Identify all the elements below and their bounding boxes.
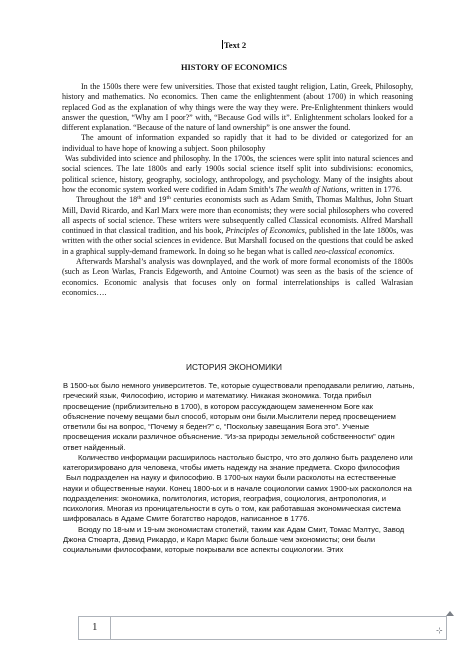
- english-body: [62, 82, 413, 298]
- english-paragraph-2: The amount of information expanded so rapidly that it had to be divided or categorized for an individual to have hope of knowing a subject. Soon philosophy: [62, 133, 413, 153]
- scroll-up-arrow-icon[interactable]: [446, 611, 454, 616]
- english-title: HISTORY OF ECONOMICS: [181, 63, 287, 72]
- p4-text-b: and 19: [141, 195, 167, 205]
- page-number: 1: [92, 621, 98, 633]
- p4-text-d: published in the late 1800s, was written with the other social sciences in evidence. But Marshall focused on the questions that could be asked in a graphical supply-demand framework. In doing so he began what is called: [62, 226, 413, 256]
- russian-paragraph-2: Количество информации расширилось настолько быстро, что это должно быть разделено или категоризировано для человека, чтобы иметь надежду на знание предмета. Скоро философия: [63, 452, 413, 472]
- russian-paragraph-1: В 1500-ых было немного университетов. Те, которые существовали преподавали религию, латынь, греческий язык, Философию, историю и математику. Никакая экономика. Тогда прибыл просвещение (приблизительно в 1700), в котором рассуждающем замененном Боге как объяснение почему вещами был способ, которым они были.Мыслители перед просвещением ответили бы на вопрос, “Почему я беден?” с, “Поскольку завещания Бога это”. Ученые просвещения искали различное объяснение. “Из-за природы земельной собственности” один ответ найденный.: [63, 381, 415, 452]
- russian-title: ИСТОРИЯ ЭКОНОМИКИ: [186, 362, 282, 372]
- footer-divider: [110, 617, 111, 639]
- text-label: Text 2: [223, 40, 247, 50]
- p3-book-title: The wealth of Nations,: [275, 184, 349, 194]
- text-cursor: [222, 40, 223, 49]
- english-paragraph-4: [62, 195, 413, 257]
- corner-mark-icon[interactable]: ⊹: [436, 626, 443, 635]
- p4-sup-1: th: [137, 195, 142, 202]
- p3-text-a: Was subdivided into science and philosophy. In the 1700s, the sciences were split into natural sciences and social sciences. The late 1800s and early 1900s social science itself split into subdivisions: economics, political science, history, geography, sociology, anthropology, and psychology. Many of the insights about how the economic system worked were codified in Adam Smith’s: [62, 154, 413, 194]
- russian-paragraph-3: Был подразделен на науку и философию. В 1700-ых науки были расколоты на естественные науки и общественные науки. Конец 1800-ых и в начале социологии самих 1900-ых раскололся на подразделения: экономика, политология, история, география, социология, антропология, и психология. Многая из проницательности в суть о том, как работавшая экономическая система шифровалась в Адаме Смите богатство народов, написанное в 1776.: [63, 473, 412, 524]
- text-label-line: [0, 40, 468, 50]
- p4-sup-2: th: [166, 195, 171, 202]
- russian-body: [63, 381, 415, 555]
- p3-text-b: written in 1776.: [348, 184, 402, 194]
- russian-paragraph-4: Всюду по 18-ым и 19-ым экономистам столетий, таким как Адам Смит, Томас Мэлтус, Завод Джона Стюарта, Дэвид Рикардо, и Карл Маркс были больше чем экономисты; они были социальными философами, которые покрывали все аспекты социологии. Этих: [63, 524, 405, 554]
- p4-book-title: Principles of Economics,: [225, 226, 307, 236]
- p4-text-a: Throughout the 18: [76, 195, 138, 205]
- english-paragraph-5: Afterwards Marshal’s analysis was downplayed, and the work of more formal economists of the 1800s (such as Leon Warlas, Francis Edgeworth, and Antoine Cournot) was seen as the basis of the science of economics. Economic analysis that focuses only on formal interrelationships is called Walrasian economics….: [62, 257, 413, 297]
- page-footer-box: [78, 616, 447, 640]
- english-paragraph-1: In the 1500s there were few universities. Those that existed taught religion, Latin, Greek, Philosophy, history and mathematics. No economics. Then came the enlightenment (about 1700) in which reasoning replaced God as the explanation of why things were the way they were. Pre-Enlightenment thinkers would answer the question, “Why am I poor?” with, “Because God wills it”. Enlightenment scholars looked for a different explanation. “Because of the nature of land ownership” is one answer the found.: [62, 82, 413, 133]
- p4-text-c: centuries economists such as Adam Smith, Thomas Malthus, John Stuart Mill, David Ricardo, and Karl Marx were more than economists; they were social philosophers who covered all aspects of social science. These writers were subsequently called Classical economists. Alfred Marshall continued in that classical tradition, and his book,: [62, 195, 413, 236]
- english-paragraph-3: [62, 154, 413, 195]
- p4-neo-classical: neo-classical economics.: [314, 246, 395, 256]
